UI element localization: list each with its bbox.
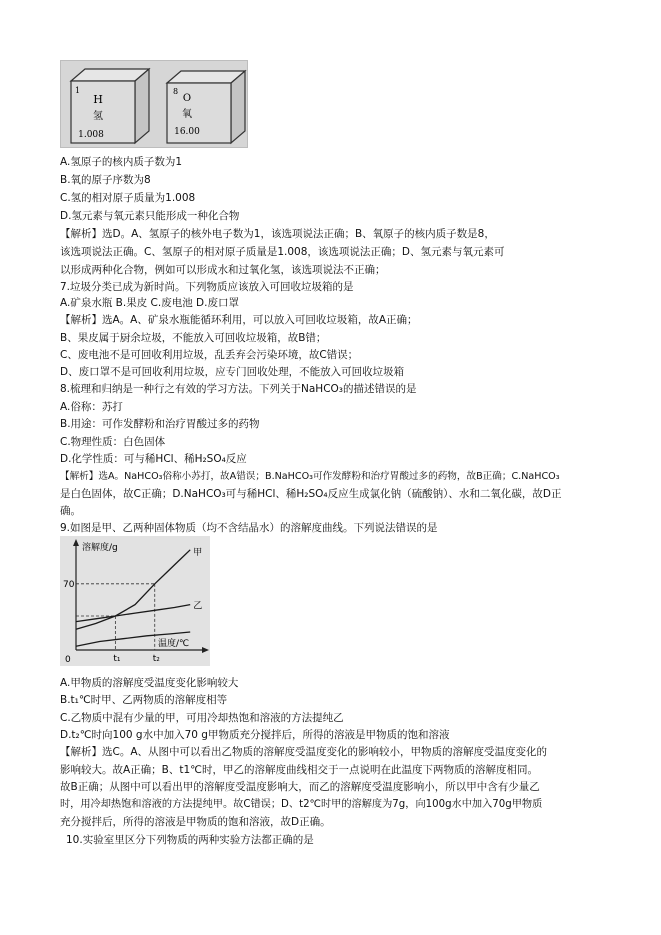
q8-analysis-line-3: 确。 <box>60 505 81 517</box>
h-atomic-number: 1 <box>75 86 81 95</box>
q6-analysis-line-3: 以形成两种化合物，例如可以形成水和过氧化氢，该选项说法不正确； <box>60 264 386 276</box>
h-symbol: H <box>93 93 103 106</box>
q7-analysis-line-3: C、废电池不是可回收利用垃圾，乱丢弃会污染环境，故C错误； <box>60 349 359 361</box>
q6-analysis-line-1: 【解析】选D。A、氢原子的核外电子数为1，该选项说法正确；B、氧原子的核内质子数是8， <box>60 228 495 240</box>
q8-option-d: D.化学性质：可与稀HCl、稀H₂SO₄反应 <box>60 453 247 465</box>
q8-option-c: C.物理性质：白色固体 <box>60 436 166 448</box>
o-atomic-number: 8 <box>173 87 179 96</box>
q9-option-c: C.乙物质中混有少量的甲，可用冷却热饱和溶液的方法提纯乙 <box>60 712 344 724</box>
o-name: 氧 <box>182 109 192 120</box>
q8-stem: 8.梳理和归纳是一种行之有效的学习方法。下列关于NaHCO₃的描述错误的是 <box>60 383 417 395</box>
q9-option-a: A.甲物质的溶解度受温度变化影响较大 <box>60 677 239 689</box>
q8-option-a: A.俗称：苏打 <box>60 401 123 413</box>
q7-stem: 7.垃圾分类已成为新时尚。下列物质应该放入可回收垃圾箱的是 <box>60 281 354 293</box>
q7-analysis-line-4: D、废口罩不是可回收利用垃圾，应专门回收处理，不能放入可回收垃圾箱 <box>60 366 405 378</box>
q6-option-c: C.氢的相对原子质量为1.008 <box>60 192 196 204</box>
label-jia: 甲 <box>193 547 203 558</box>
x-axis-label: 温度/℃ <box>158 639 190 649</box>
q7-options: A.矿泉水瓶 B.果皮 C.废电池 D.废口罩 <box>60 297 239 309</box>
q7-analysis-line-2: B、果皮属于厨余垃圾，不能放入可回收垃圾箱，故B错； <box>60 332 327 344</box>
origin-label: 0 <box>65 655 71 665</box>
y-tick-label: 70 <box>63 579 75 590</box>
x-tick-label-t2: t₂ <box>152 654 160 664</box>
q6-option-a: A.氢原子的核内质子数为1 <box>60 156 183 168</box>
q8-option-b: B.用途：可作发酵粉和治疗胃酸过多的药物 <box>60 418 260 430</box>
q9-analysis-line-3: 故B正确；从图中可以看出甲的溶解度受温度影响大，而乙的溶解度受温度影响小，所以甲中含有少量乙 <box>60 781 540 793</box>
q9-stem: 9.如图是甲、乙两种固体物质（均不含结晶水）的溶解度曲线。下列说法错误的是 <box>60 522 438 534</box>
oxygen-cube <box>167 71 245 143</box>
q9-option-b: B.t₁℃时甲、乙两物质的溶解度相等 <box>60 694 228 706</box>
label-yi: 乙 <box>193 601 203 612</box>
element-cubes-svg <box>61 61 247 147</box>
q9-analysis-line-4: 时，用冷却热饱和溶液的方法提纯甲。故C错误；D、t2℃时甲的溶解度为7g，向100g水中加入70g甲物质 <box>60 799 543 810</box>
x-tick-label-t1: t₁ <box>113 654 121 664</box>
solubility-chart <box>60 536 210 666</box>
q9-option-d: D.t₂℃时向100 g水中加入70 g甲物质充分搅拌后，所得的溶液是甲物质的饱和溶液 <box>60 729 450 741</box>
h-name: 氢 <box>93 111 103 122</box>
q6-option-d: D.氢元素与氧元素只能形成一种化合物 <box>60 210 240 222</box>
q6-analysis-line-2: 该选项说法正确。C、氢原子的相对原子质量是1.008，该选项说法正确；D、氢元素与氧元素可 <box>60 246 505 258</box>
q9-analysis-line-2: 影响较大。故A正确；B、t1℃时，甲乙的溶解度曲线相交于一点说明在此温度下两物质的溶解度相同。 <box>60 764 538 776</box>
o-symbol: O <box>182 93 192 104</box>
q8-analysis-line-1: 【解析】选A。NaHCO₃俗称小苏打，故A错误；B.NaHCO₃可作发酵粉和治疗胃酸过多的药物，故B正确；C.NaHCO₃ <box>60 471 560 482</box>
hydrogen-cube <box>71 69 149 143</box>
q8-analysis-line-2: 是白色固体，故C正确；D.NaHCO₃可与稀HCl、稀H₂SO₄反应生成氯化钠（硫酸钠）、水和二氧化碳，故D正 <box>60 488 562 500</box>
element-cards-figure <box>60 60 248 148</box>
q9-analysis-line-5: 充分搅拌后，所得的溶液是甲物质的饱和溶液，故D正确。 <box>60 816 331 828</box>
o-mass: 16.00 <box>174 127 200 137</box>
q7-analysis-line-1: 【解析】选A。A、矿泉水瓶能循环利用，可以放入可回收垃圾箱，故A正确； <box>60 314 418 326</box>
y-axis-label: 溶解度/g <box>82 543 118 553</box>
q9-analysis-line-1: 【解析】选C。A、从图中可以看出乙物质的溶解度受温度变化的影响较小，甲物质的溶解度受温度变化的 <box>60 746 548 758</box>
q10-stem: 10.实验室里区分下列物质的两种实验方法都正确的是 <box>66 834 314 846</box>
h-mass: 1.008 <box>78 130 104 140</box>
q6-option-b: B.氧的原子序数为8 <box>60 174 151 186</box>
